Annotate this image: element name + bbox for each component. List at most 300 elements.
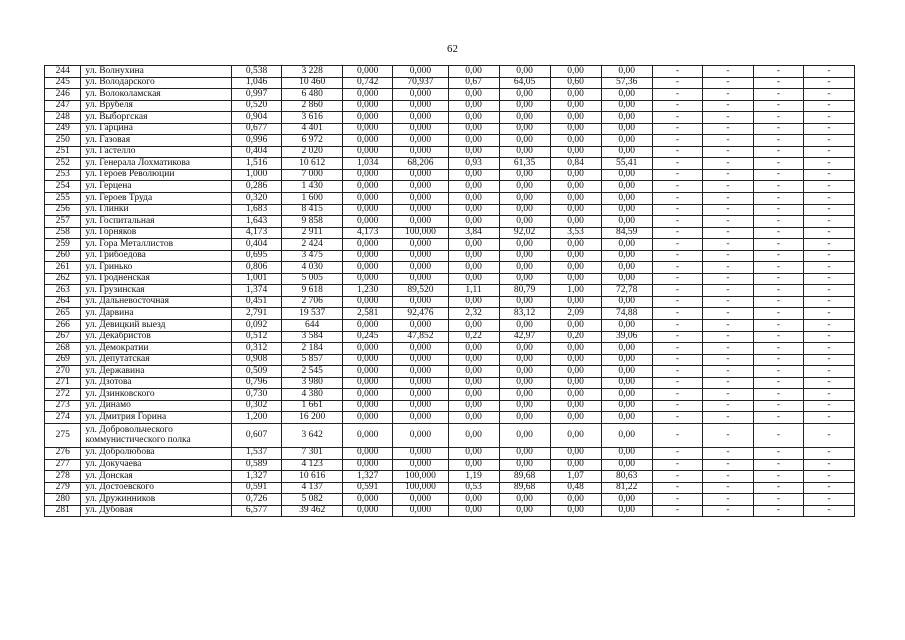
cell-col-12: - bbox=[703, 169, 754, 181]
cell-col-4: 9 618 bbox=[282, 285, 343, 297]
cell-col-11: - bbox=[652, 204, 703, 216]
table-row bbox=[45, 471, 905, 483]
streets-table bbox=[44, 65, 905, 517]
row-number: 249 bbox=[45, 123, 81, 135]
cell-col-9: 0,00 bbox=[550, 204, 601, 216]
cell-col-3: 0,312 bbox=[232, 343, 282, 355]
row-number: 255 bbox=[45, 193, 81, 205]
street-name: ул. Дальневосточная bbox=[81, 296, 232, 308]
cell-col-4: 2 184 bbox=[282, 343, 343, 355]
cell-col-13: - bbox=[753, 273, 804, 285]
cell-col-14: - bbox=[804, 158, 855, 170]
cell-col-5: 0,000 bbox=[343, 320, 393, 332]
cell-col-13: - bbox=[753, 146, 804, 158]
table-row bbox=[45, 89, 905, 101]
cell-col-6: 0,000 bbox=[393, 366, 448, 378]
row-number: 268 bbox=[45, 343, 81, 355]
cell-col-9: 0,00 bbox=[550, 66, 601, 78]
cell-col-14: - bbox=[804, 412, 855, 424]
cell-col-7: 0,00 bbox=[448, 494, 499, 506]
table-row bbox=[45, 447, 905, 459]
cell-col-13: - bbox=[753, 494, 804, 506]
cell-col-6: 0,000 bbox=[393, 423, 448, 447]
cell-col-10: 0,00 bbox=[601, 273, 652, 285]
cell-col-5: 0,000 bbox=[343, 216, 393, 228]
cell-col-9: 0,00 bbox=[550, 447, 601, 459]
cell-col-4: 9 858 bbox=[282, 216, 343, 228]
cell-col-7: 0,22 bbox=[448, 331, 499, 343]
cell-col-13: - bbox=[753, 389, 804, 401]
cell-col-10: 57,36 bbox=[601, 77, 652, 89]
cell-col-6: 0,000 bbox=[393, 412, 448, 424]
cell-col-8: 0,00 bbox=[499, 239, 550, 251]
cell-col-12: - bbox=[703, 412, 754, 424]
street-name: ул. Донская bbox=[81, 471, 232, 483]
cell-col-9: 0,00 bbox=[550, 343, 601, 355]
cell-col-14: - bbox=[804, 285, 855, 297]
cell-col-14: - bbox=[804, 447, 855, 459]
cell-col-7: 0,00 bbox=[448, 262, 499, 274]
cell-col-5: 0,000 bbox=[343, 459, 393, 471]
cell-col-4: 2 860 bbox=[282, 100, 343, 112]
cell-col-4: 1 430 bbox=[282, 181, 343, 193]
cell-col-14: - bbox=[804, 273, 855, 285]
cell-col-3: 0,997 bbox=[232, 89, 282, 101]
cell-col-3: 0,286 bbox=[232, 181, 282, 193]
cell-col-3: 0,806 bbox=[232, 262, 282, 274]
table-row bbox=[45, 66, 905, 78]
row-number: 252 bbox=[45, 158, 81, 170]
cell-col-12: - bbox=[703, 505, 754, 517]
table-row bbox=[45, 459, 905, 471]
cell-col-12: - bbox=[703, 482, 754, 494]
cell-col-7: 0,00 bbox=[448, 193, 499, 205]
cell-col-3: 0,451 bbox=[232, 296, 282, 308]
cell-col-13: - bbox=[753, 204, 804, 216]
cell-col-4: 10 612 bbox=[282, 158, 343, 170]
cell-col-8: 0,00 bbox=[499, 389, 550, 401]
cell-col-5: 0,000 bbox=[343, 193, 393, 205]
row-number: 281 bbox=[45, 505, 81, 517]
row-number: 248 bbox=[45, 112, 81, 124]
cell-col-5: 4,173 bbox=[343, 227, 393, 239]
cell-col-9: 0,00 bbox=[550, 250, 601, 262]
cell-col-7: 0,00 bbox=[448, 377, 499, 389]
cell-col-6: 0,000 bbox=[393, 354, 448, 366]
table-row bbox=[45, 216, 905, 228]
table-row bbox=[45, 146, 905, 158]
cell-col-5: 0,742 bbox=[343, 77, 393, 89]
table-row bbox=[45, 308, 905, 320]
cell-col-5: 0,591 bbox=[343, 482, 393, 494]
cell-col-4: 5 082 bbox=[282, 494, 343, 506]
table-row bbox=[45, 169, 905, 181]
cell-col-14: - bbox=[804, 482, 855, 494]
street-name: ул. Волоколамская bbox=[81, 89, 232, 101]
cell-col-3: 2,791 bbox=[232, 308, 282, 320]
cell-col-14: - bbox=[804, 423, 855, 447]
cell-col-11: - bbox=[652, 123, 703, 135]
cell-col-8: 0,00 bbox=[499, 400, 550, 412]
cell-col-11: - bbox=[652, 505, 703, 517]
cell-col-6: 0,000 bbox=[393, 343, 448, 355]
cell-col-10: 0,00 bbox=[601, 320, 652, 332]
cell-col-4: 3 475 bbox=[282, 250, 343, 262]
cell-col-13: - bbox=[753, 482, 804, 494]
cell-col-10: 0,00 bbox=[601, 89, 652, 101]
cell-col-5: 0,000 bbox=[343, 343, 393, 355]
cell-col-11: - bbox=[652, 423, 703, 447]
cell-col-13: - bbox=[753, 320, 804, 332]
cell-col-6: 0,000 bbox=[393, 146, 448, 158]
cell-col-14: - bbox=[804, 366, 855, 378]
cell-col-11: - bbox=[652, 100, 703, 112]
cell-col-7: 0,00 bbox=[448, 412, 499, 424]
cell-col-12: - bbox=[703, 331, 754, 343]
cell-col-10: 0,00 bbox=[601, 216, 652, 228]
table-row bbox=[45, 505, 905, 517]
cell-col-12: - bbox=[703, 366, 754, 378]
cell-col-12: - bbox=[703, 389, 754, 401]
cell-col-12: - bbox=[703, 112, 754, 124]
cell-col-13: - bbox=[753, 331, 804, 343]
table-row bbox=[45, 227, 905, 239]
cell-col-9: 0,00 bbox=[550, 123, 601, 135]
cell-col-10: 0,00 bbox=[601, 343, 652, 355]
cell-col-14: - bbox=[804, 494, 855, 506]
cell-col-12: - bbox=[703, 262, 754, 274]
cell-col-7: 0,00 bbox=[448, 273, 499, 285]
cell-col-11: - bbox=[652, 146, 703, 158]
cell-col-3: 0,796 bbox=[232, 377, 282, 389]
cell-col-14: - bbox=[804, 227, 855, 239]
row-number: 277 bbox=[45, 459, 81, 471]
cell-col-8: 0,00 bbox=[499, 320, 550, 332]
cell-col-6: 70,937 bbox=[393, 77, 448, 89]
street-name: ул. Дружинников bbox=[81, 494, 232, 506]
cell-col-9: 0,00 bbox=[550, 262, 601, 274]
cell-col-12: - bbox=[703, 423, 754, 447]
cell-col-4: 644 bbox=[282, 320, 343, 332]
cell-col-13: - bbox=[753, 100, 804, 112]
cell-col-10: 0,00 bbox=[601, 447, 652, 459]
cell-col-11: - bbox=[652, 273, 703, 285]
cell-col-12: - bbox=[703, 308, 754, 320]
table-row bbox=[45, 262, 905, 274]
street-name: ул. Глинки bbox=[81, 204, 232, 216]
cell-col-9: 0,00 bbox=[550, 273, 601, 285]
cell-col-14: - bbox=[804, 296, 855, 308]
cell-col-14: - bbox=[804, 459, 855, 471]
cell-col-13: - bbox=[753, 169, 804, 181]
cell-col-4: 4 030 bbox=[282, 262, 343, 274]
cell-col-11: - bbox=[652, 66, 703, 78]
cell-col-7: 0,00 bbox=[448, 204, 499, 216]
cell-col-11: - bbox=[652, 377, 703, 389]
cell-col-8: 0,00 bbox=[499, 377, 550, 389]
cell-col-3: 1,046 bbox=[232, 77, 282, 89]
cell-col-8: 42,97 bbox=[499, 331, 550, 343]
street-name: ул. Гастелло bbox=[81, 146, 232, 158]
cell-col-10: 0,00 bbox=[601, 123, 652, 135]
cell-col-14: - bbox=[804, 471, 855, 483]
cell-col-9: 0,00 bbox=[550, 169, 601, 181]
row-number: 259 bbox=[45, 239, 81, 251]
cell-col-6: 0,000 bbox=[393, 262, 448, 274]
cell-col-11: - bbox=[652, 459, 703, 471]
cell-col-13: - bbox=[753, 239, 804, 251]
street-name: ул. Гора Металлистов bbox=[81, 239, 232, 251]
cell-col-4: 1 661 bbox=[282, 400, 343, 412]
cell-col-14: - bbox=[804, 100, 855, 112]
cell-col-11: - bbox=[652, 400, 703, 412]
cell-col-9: 0,20 bbox=[550, 331, 601, 343]
row-number: 256 bbox=[45, 204, 81, 216]
street-name: ул. Дмитрия Горина bbox=[81, 412, 232, 424]
cell-col-6: 0,000 bbox=[393, 459, 448, 471]
cell-col-10: 84,59 bbox=[601, 227, 652, 239]
cell-col-9: 2,09 bbox=[550, 308, 601, 320]
cell-col-13: - bbox=[753, 505, 804, 517]
row-number: 262 bbox=[45, 273, 81, 285]
cell-col-9: 0,00 bbox=[550, 494, 601, 506]
cell-col-10: 0,00 bbox=[601, 389, 652, 401]
cell-col-10: 0,00 bbox=[601, 262, 652, 274]
cell-col-4: 7 000 bbox=[282, 169, 343, 181]
cell-col-5: 0,000 bbox=[343, 66, 393, 78]
cell-col-10: 0,00 bbox=[601, 423, 652, 447]
cell-col-13: - bbox=[753, 181, 804, 193]
cell-col-10: 0,00 bbox=[601, 239, 652, 251]
table-row bbox=[45, 273, 905, 285]
row-number: 245 bbox=[45, 77, 81, 89]
cell-col-9: 0,00 bbox=[550, 423, 601, 447]
cell-col-3: 0,996 bbox=[232, 135, 282, 147]
cell-col-14: - bbox=[804, 135, 855, 147]
cell-col-14: - bbox=[804, 112, 855, 124]
cell-col-11: - bbox=[652, 296, 703, 308]
cell-col-11: - bbox=[652, 482, 703, 494]
cell-col-4: 8 415 bbox=[282, 204, 343, 216]
cell-col-5: 0,000 bbox=[343, 89, 393, 101]
cell-col-7: 0,00 bbox=[448, 400, 499, 412]
cell-col-9: 0,84 bbox=[550, 158, 601, 170]
cell-col-9: 0,00 bbox=[550, 296, 601, 308]
cell-col-11: - bbox=[652, 471, 703, 483]
cell-col-11: - bbox=[652, 181, 703, 193]
page-number: 62 bbox=[447, 43, 458, 55]
cell-col-6: 0,000 bbox=[393, 169, 448, 181]
cell-col-7: 0,00 bbox=[448, 66, 499, 78]
cell-col-3: 1,374 bbox=[232, 285, 282, 297]
cell-col-10: 0,00 bbox=[601, 100, 652, 112]
cell-col-13: - bbox=[753, 112, 804, 124]
cell-col-7: 0,00 bbox=[448, 123, 499, 135]
street-name: ул. Володарского bbox=[81, 77, 232, 89]
cell-col-13: - bbox=[753, 354, 804, 366]
cell-col-5: 0,245 bbox=[343, 331, 393, 343]
cell-col-12: - bbox=[703, 89, 754, 101]
cell-col-14: - bbox=[804, 354, 855, 366]
cell-col-5: 0,000 bbox=[343, 100, 393, 112]
cell-col-9: 0,00 bbox=[550, 193, 601, 205]
cell-col-13: - bbox=[753, 285, 804, 297]
cell-col-10: 0,00 bbox=[601, 400, 652, 412]
cell-col-10: 0,00 bbox=[601, 112, 652, 124]
cell-col-10: 0,00 bbox=[601, 354, 652, 366]
cell-col-6: 92,476 bbox=[393, 308, 448, 320]
cell-col-4: 5 005 bbox=[282, 273, 343, 285]
cell-col-6: 0,000 bbox=[393, 181, 448, 193]
table-row bbox=[45, 354, 905, 366]
cell-col-4: 3 980 bbox=[282, 377, 343, 389]
cell-col-13: - bbox=[753, 66, 804, 78]
cell-col-10: 80,63 bbox=[601, 471, 652, 483]
street-name: ул. Врубеля bbox=[81, 100, 232, 112]
cell-col-7: 0,53 bbox=[448, 482, 499, 494]
cell-col-14: - bbox=[804, 123, 855, 135]
cell-col-12: - bbox=[703, 494, 754, 506]
cell-col-14: - bbox=[804, 377, 855, 389]
cell-col-12: - bbox=[703, 158, 754, 170]
cell-col-4: 19 537 bbox=[282, 308, 343, 320]
cell-col-7: 0,00 bbox=[448, 459, 499, 471]
cell-col-14: - bbox=[804, 343, 855, 355]
cell-col-12: - bbox=[703, 296, 754, 308]
cell-col-4: 2 545 bbox=[282, 366, 343, 378]
cell-col-3: 0,404 bbox=[232, 239, 282, 251]
cell-col-8: 64,05 bbox=[499, 77, 550, 89]
cell-col-8: 0,00 bbox=[499, 193, 550, 205]
cell-col-3: 1,200 bbox=[232, 412, 282, 424]
cell-col-13: - bbox=[753, 135, 804, 147]
cell-col-5: 1,034 bbox=[343, 158, 393, 170]
cell-col-3: 0,904 bbox=[232, 112, 282, 124]
row-number: 264 bbox=[45, 296, 81, 308]
cell-col-8: 92,02 bbox=[499, 227, 550, 239]
cell-col-4: 2 706 bbox=[282, 296, 343, 308]
table-row bbox=[45, 400, 905, 412]
table-row bbox=[45, 123, 905, 135]
cell-col-3: 0,726 bbox=[232, 494, 282, 506]
cell-col-9: 0,00 bbox=[550, 366, 601, 378]
street-name: ул. Грибоедова bbox=[81, 250, 232, 262]
cell-col-12: - bbox=[703, 239, 754, 251]
street-name: ул. Генерала Лохматикова bbox=[81, 158, 232, 170]
cell-col-13: - bbox=[753, 459, 804, 471]
cell-col-7: 0,00 bbox=[448, 354, 499, 366]
cell-col-13: - bbox=[753, 123, 804, 135]
cell-col-5: 0,000 bbox=[343, 169, 393, 181]
cell-col-8: 0,00 bbox=[499, 89, 550, 101]
cell-col-8: 0,00 bbox=[499, 146, 550, 158]
row-number: 271 bbox=[45, 377, 81, 389]
street-name: ул. Добровольческого коммунистического полка bbox=[81, 423, 232, 447]
table-row bbox=[45, 77, 905, 89]
cell-col-11: - bbox=[652, 262, 703, 274]
cell-col-9: 1,07 bbox=[550, 471, 601, 483]
cell-col-5: 0,000 bbox=[343, 505, 393, 517]
cell-col-5: 0,000 bbox=[343, 262, 393, 274]
cell-col-10: 0,00 bbox=[601, 204, 652, 216]
cell-col-3: 0,591 bbox=[232, 482, 282, 494]
cell-col-5: 0,000 bbox=[343, 239, 393, 251]
street-name: ул. Добролюбова bbox=[81, 447, 232, 459]
cell-col-5: 0,000 bbox=[343, 123, 393, 135]
street-name: ул. Достоевского bbox=[81, 482, 232, 494]
cell-col-6: 0,000 bbox=[393, 377, 448, 389]
cell-col-9: 0,00 bbox=[550, 412, 601, 424]
cell-col-11: - bbox=[652, 135, 703, 147]
cell-col-6: 0,000 bbox=[393, 100, 448, 112]
cell-col-8: 0,00 bbox=[499, 250, 550, 262]
street-name: ул. Декабристов bbox=[81, 331, 232, 343]
street-name: ул. Динамо bbox=[81, 400, 232, 412]
cell-col-12: - bbox=[703, 193, 754, 205]
cell-col-10: 0,00 bbox=[601, 181, 652, 193]
cell-col-11: - bbox=[652, 354, 703, 366]
cell-col-12: - bbox=[703, 227, 754, 239]
street-name: ул. Державина bbox=[81, 366, 232, 378]
cell-col-9: 0,00 bbox=[550, 354, 601, 366]
cell-col-5: 0,000 bbox=[343, 112, 393, 124]
street-name: ул. Герцена bbox=[81, 181, 232, 193]
cell-col-3: 1,000 bbox=[232, 169, 282, 181]
cell-col-3: 0,908 bbox=[232, 354, 282, 366]
table-row bbox=[45, 204, 905, 216]
cell-col-10: 55,41 bbox=[601, 158, 652, 170]
cell-col-5: 0,000 bbox=[343, 412, 393, 424]
table-row bbox=[45, 100, 905, 112]
row-number: 279 bbox=[45, 482, 81, 494]
cell-col-14: - bbox=[804, 193, 855, 205]
cell-col-10: 0,00 bbox=[601, 193, 652, 205]
cell-col-11: - bbox=[652, 447, 703, 459]
cell-col-10: 74,88 bbox=[601, 308, 652, 320]
cell-col-8: 0,00 bbox=[499, 169, 550, 181]
cell-col-8: 80,79 bbox=[499, 285, 550, 297]
cell-col-5: 0,000 bbox=[343, 135, 393, 147]
cell-col-6: 0,000 bbox=[393, 447, 448, 459]
table-row bbox=[45, 412, 905, 424]
cell-col-4: 4 137 bbox=[282, 482, 343, 494]
cell-col-3: 0,520 bbox=[232, 100, 282, 112]
cell-col-3: 0,320 bbox=[232, 193, 282, 205]
cell-col-7: 0,00 bbox=[448, 216, 499, 228]
cell-col-7: 0,00 bbox=[448, 169, 499, 181]
cell-col-8: 0,00 bbox=[499, 494, 550, 506]
cell-col-7: 0,00 bbox=[448, 89, 499, 101]
cell-col-5: 0,000 bbox=[343, 377, 393, 389]
cell-col-11: - bbox=[652, 193, 703, 205]
cell-col-11: - bbox=[652, 239, 703, 251]
street-name: ул. Героев Революции bbox=[81, 169, 232, 181]
table-row bbox=[45, 158, 905, 170]
cell-col-13: - bbox=[753, 262, 804, 274]
cell-col-11: - bbox=[652, 389, 703, 401]
street-name: ул. Дарвина bbox=[81, 308, 232, 320]
cell-col-3: 0,512 bbox=[232, 331, 282, 343]
table-row bbox=[45, 423, 905, 447]
cell-col-12: - bbox=[703, 100, 754, 112]
cell-col-14: - bbox=[804, 204, 855, 216]
cell-col-12: - bbox=[703, 320, 754, 332]
cell-col-8: 0,00 bbox=[499, 66, 550, 78]
cell-col-3: 1,537 bbox=[232, 447, 282, 459]
cell-col-6: 0,000 bbox=[393, 193, 448, 205]
cell-col-14: - bbox=[804, 505, 855, 517]
cell-col-13: - bbox=[753, 227, 804, 239]
